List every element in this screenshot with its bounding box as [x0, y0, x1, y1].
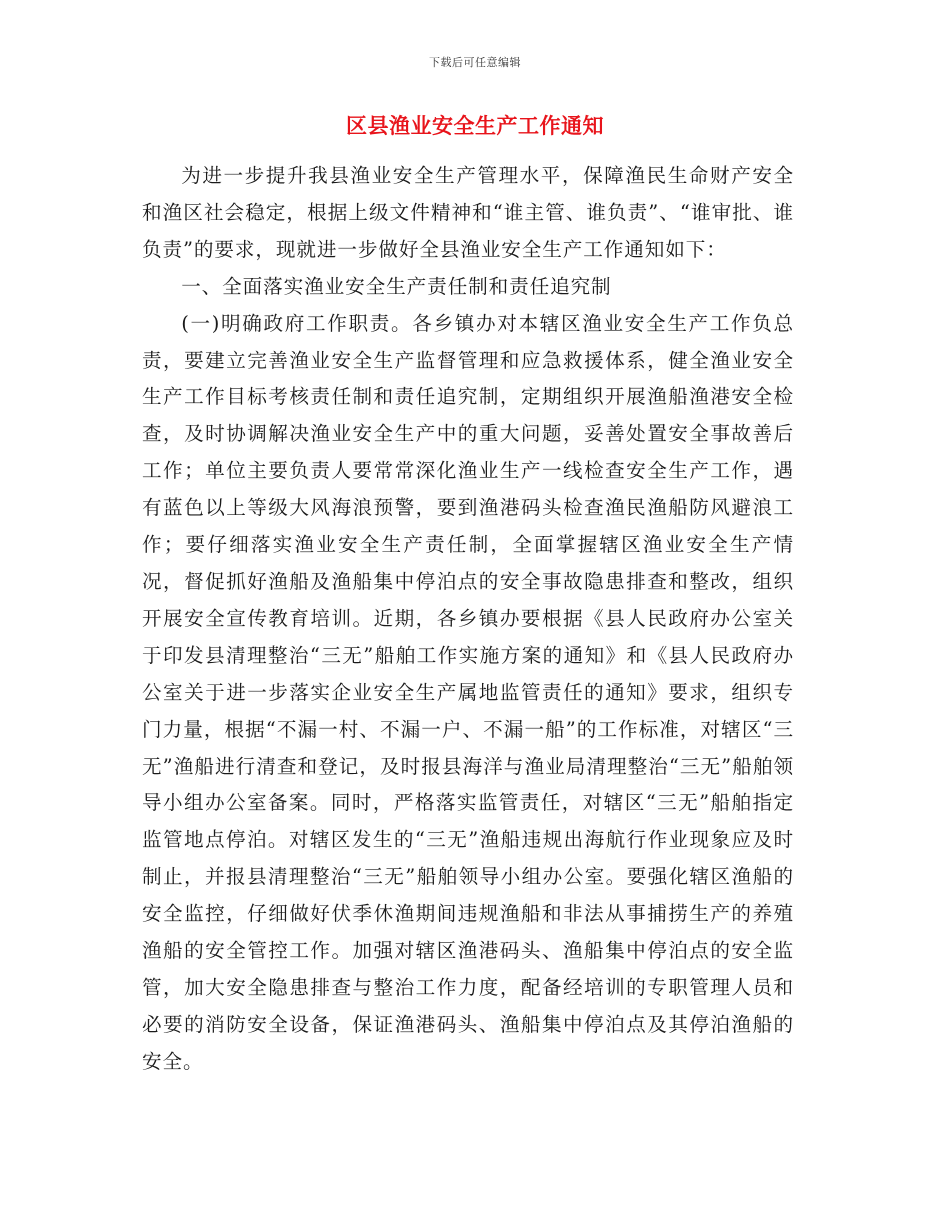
section-heading: 一、全面落实渔业安全生产责任制和责任追究制	[181, 274, 612, 298]
document-body	[142, 158, 794, 1081]
document-title: 区县渔业安全生产工作通知	[346, 113, 604, 138]
intro-paragraph: 为进一步提升我县渔业安全生产管理水平，保障渔民生命财产安全和渔区社会稳定，根据上级文件精神和“谁主管、谁负责”、“谁审批、谁负责”的要求，现就进一步做好全县渔业安全生产工作通知如下：	[142, 164, 794, 261]
body-paragraph: (一)明确政府工作职责。各乡镇办对本辖区渔业安全生产工作负总责，要建立完善渔业安全生产监督管理和应急救援体系，健全渔业安全生产工作目标考核责任制和责任追究制，定期组织开展渔船渔港安全检查，及时协调解决渔业安全生产中的重大问题，妥善处置安全事故善后工作；单位主要负责人要常常深化渔业生产一线检查安全生产工作，遇有蓝色以上等级大风海浪预警，要到渔港码头检查渔民渔船防风避浪工作；要仔细落实渔业安全生产责任制，全面掌握辖区渔业安全生产情况，督促抓好渔船及渔船集中停泊点的安全事故隐患排查和整改，组织开展安全宣传教育培训。近期，各乡镇办要根据《县人民政府办公室关于印发县清理整治“三无”船舶工作实施方案的通知》和《县人民政府办公室关于进一步落实企业安全生产属地监管责任的通知》要求，组织专门力量，根据“不漏一村、不漏一户、不漏一船”的工作标准，对辖区“三无”渔船进行清查和登记，及时报县海洋与渔业局清理整治“三无”船舶领导小组办公室备案。同时，严格落实监管责任，对辖区“三无”船舶指定监管地点停泊。对辖区发生的“三无”渔船违规出海航行作业现象应及时制止，并报县清理整治“三无”船舶领导小组办公室。要强化辖区渔船的安全监控，仔细做好伏季休渔期间违规渔船和非法从事捕捞生产的养殖渔船的安全管控工作。加强对辖区渔港码头、渔船集中停泊点的安全监管，加大安全隐患排查与整治工作力度，配备经培训的专职管理人员和必要的消防安全设备，保证渔港码头、渔船集中停泊点及其停泊渔船的安全。	[142, 311, 794, 1073]
header-note: 下载后可任意编辑	[429, 56, 521, 69]
